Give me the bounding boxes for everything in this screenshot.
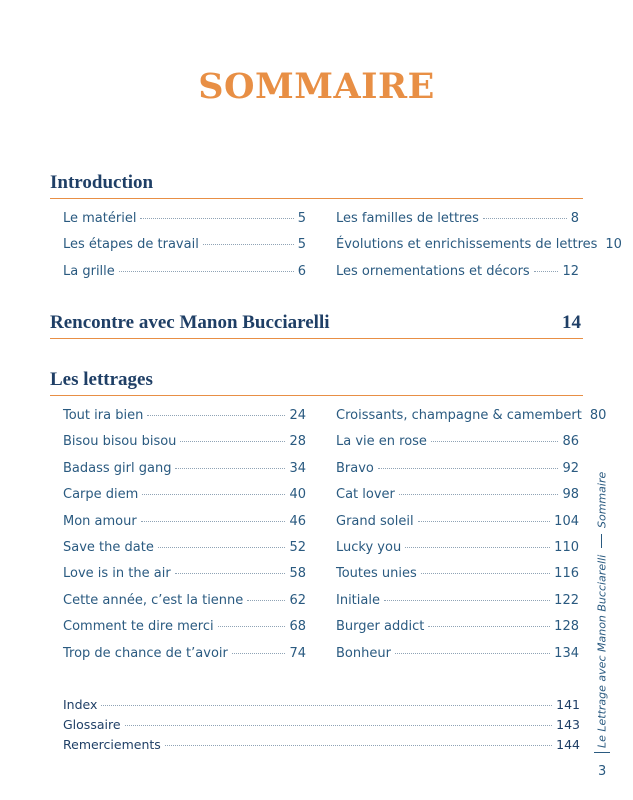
dot-leader — [421, 573, 550, 574]
toc-entry[interactable]: Love is in the air 58 — [63, 566, 306, 582]
dot-leader — [405, 547, 550, 548]
intro-right-column — [336, 211, 622, 290]
toc-entry[interactable]: Toutes unies 116 — [336, 566, 579, 582]
running-header — [595, 460, 609, 760]
intro-left-column — [63, 211, 306, 290]
section-heading-lettrages: Les lettrages — [50, 369, 583, 396]
dot-leader — [399, 494, 559, 495]
page-title: SOMMAIRE — [198, 66, 435, 107]
running-header-section: Sommaire — [595, 472, 609, 529]
dot-leader — [101, 705, 552, 706]
toc-entry[interactable]: Mon amour 46 — [63, 513, 306, 529]
toc-entry[interactable]: Bonheur 134 — [336, 645, 579, 661]
dot-leader — [218, 626, 286, 627]
running-header-separator — [602, 534, 603, 548]
toc-entry[interactable]: Le matériel 5 — [63, 211, 306, 226]
dot-leader — [141, 521, 286, 522]
toc-entry[interactable]: La grille 6 — [63, 263, 306, 279]
toc-entry[interactable]: Les familles de lettres 8 — [336, 211, 579, 226]
dot-leader — [395, 653, 550, 654]
toc-entry[interactable]: Grand soleil 104 — [336, 513, 579, 529]
dot-leader — [418, 521, 551, 522]
dot-leader — [203, 244, 294, 245]
dot-leader — [158, 547, 286, 548]
dot-leader — [125, 725, 553, 726]
page-number-rule — [594, 752, 610, 753]
dot-leader — [175, 468, 285, 469]
dot-leader — [175, 573, 286, 574]
toc-entry[interactable]: Bravo 92 — [336, 460, 579, 476]
toc-entry[interactable]: Croissants, champagne & camembert 80 — [336, 408, 607, 423]
toc-entry[interactable]: Badass girl gang 34 — [63, 460, 306, 476]
toc-entry[interactable]: Cat lover 98 — [336, 487, 579, 503]
section-heading-rencontre[interactable]: Rencontre avec Manon Bucciarelli 14 — [50, 312, 583, 339]
dot-leader — [147, 415, 285, 416]
dot-leader — [378, 468, 559, 469]
toc-entry-remerciements[interactable]: Remerciements 144 — [63, 737, 580, 752]
dot-leader — [384, 600, 550, 601]
back-matter-list — [63, 697, 580, 757]
toc-entry[interactable]: Bisou bisou bisou 28 — [63, 434, 306, 450]
dot-leader — [431, 441, 559, 442]
toc-entry-index[interactable]: Index 141 — [63, 697, 580, 712]
toc-entry[interactable]: Comment te dire merci 68 — [63, 619, 306, 635]
dot-leader — [534, 271, 559, 272]
toc-entry[interactable]: Tout ira bien 24 — [63, 408, 306, 423]
dot-leader — [165, 745, 552, 746]
toc-entry[interactable]: Lucky you 110 — [336, 539, 579, 555]
toc-entry[interactable]: Carpe diem 40 — [63, 487, 306, 503]
lettrages-left-column — [63, 408, 306, 672]
toc-entry[interactable]: Trop de chance de t’avoir 74 — [63, 645, 306, 661]
toc-entry[interactable]: Burger addict 128 — [336, 619, 579, 635]
dot-leader — [119, 271, 294, 272]
dot-leader — [428, 626, 550, 627]
dot-leader — [232, 653, 286, 654]
dot-leader — [180, 441, 285, 442]
page-number: 3 — [598, 764, 607, 779]
toc-entry[interactable]: Save the date 52 — [63, 539, 306, 555]
section-heading-introduction: Introduction — [50, 172, 583, 199]
toc-entry[interactable]: Les étapes de travail 5 — [63, 237, 306, 253]
dot-leader — [142, 494, 285, 495]
toc-entry[interactable]: Les ornementations et décors 12 — [336, 263, 579, 279]
running-header-book: Le Lettrage avec Manon Bucciarelli — [595, 554, 609, 748]
dot-leader — [140, 218, 293, 219]
toc-entry-glossaire[interactable]: Glossaire 143 — [63, 717, 580, 732]
toc-entry[interactable]: Évolutions et enrichissements de lettres 10 — [336, 237, 622, 253]
toc-entry[interactable]: La vie en rose 86 — [336, 434, 579, 450]
toc-entry[interactable]: Cette année, c’est la tienne 62 — [63, 592, 306, 608]
dot-leader — [483, 218, 567, 219]
toc-entry[interactable]: Initiale 122 — [336, 592, 579, 608]
dot-leader — [247, 600, 285, 601]
